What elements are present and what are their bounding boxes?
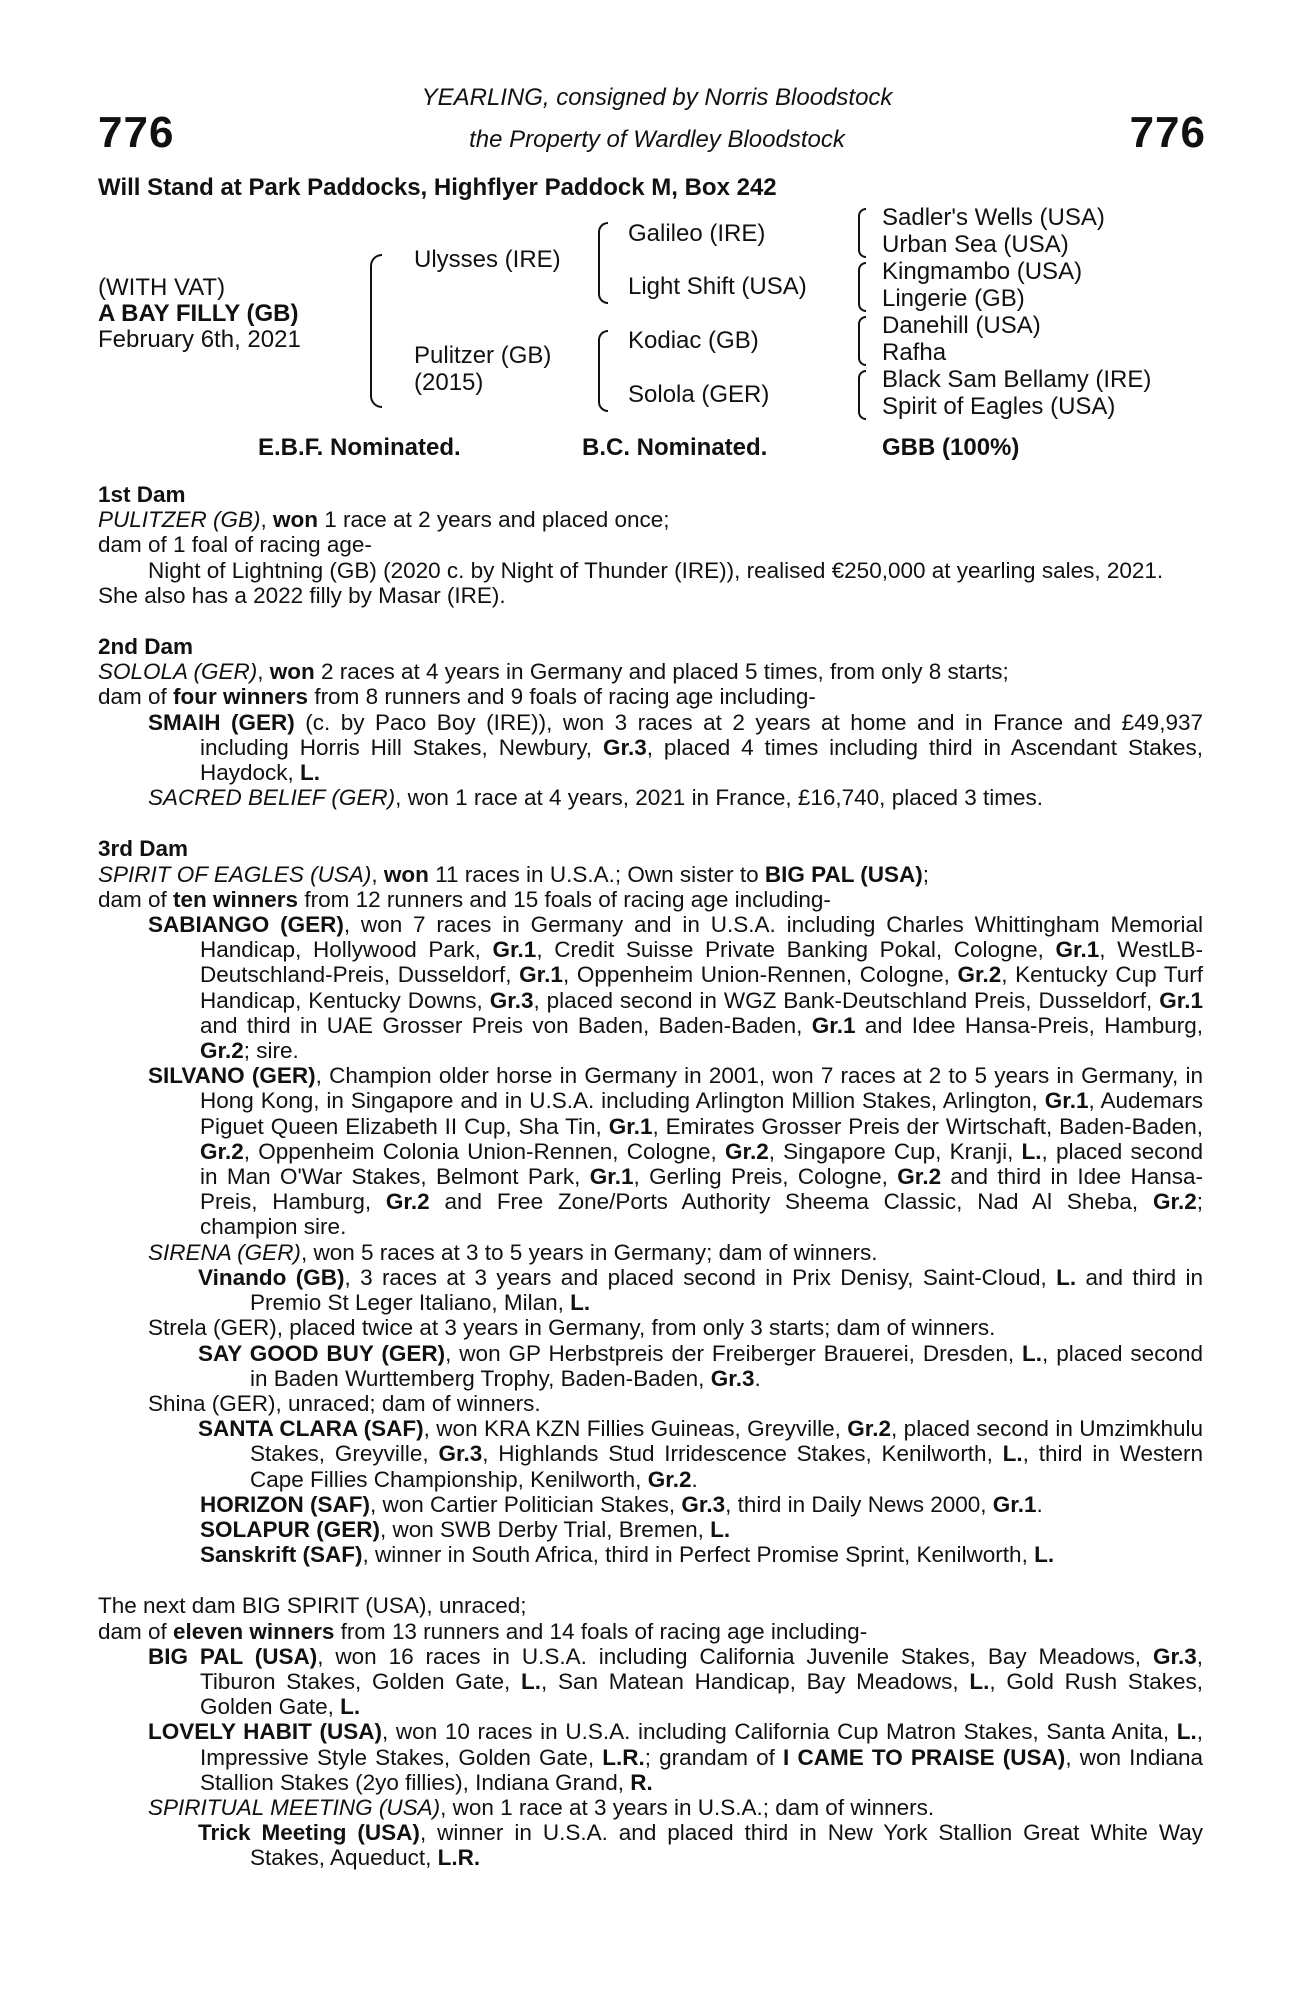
produce-record — [98, 482, 1203, 1871]
lot-number-left: 776 — [98, 108, 175, 157]
pedigree-brace-main — [370, 254, 382, 408]
g4-ancestor-3: Kingmambo (USA) — [882, 258, 1083, 285]
second-dam-paragraph: SOLOLA (GER), won 2 races at 4 years in Germany and placed 5 times, from only 8 starts; dam of four winners from 8 runners and 9 foals of racing age including- SMAIH (GER) (c. by Paco Boy (IRE)), won 3 races at 2 years at home and in France and £49,937 including Horris Hill Stakes, Newbury, Gr.3, placed 4 times including third in Ascendant Stakes, Haydock, L. SACRED BELIEF (GER), won 1 race at 4 years, 2021 in France, £16,740, placed 3 times. — [98, 659, 1203, 811]
vat-note: (WITH VAT) — [98, 274, 226, 301]
bc-nomination: B.C. Nominated. — [582, 434, 768, 461]
pedigree-brace-g4-3 — [858, 316, 866, 366]
g4-ancestor-5: Danehill (USA) — [882, 312, 1041, 339]
next-dam-paragraph: The next dam BIG SPIRIT (USA), unraced; dam of eleven winners from 13 runners and 14 foals of racing age including- BIG PAL (USA), won 16 races in U.S.A. including California Juvenile Stakes, Bay Meadows, Gr.3, Tiburon Stakes, Golden Gate, L., San Matean Handicap, Bay Meadows, L., Gold Rush Stakes, Golden Gate, L. LOVELY HABIT (USA), won 10 races in U.S.A. including California Cup Matron Stakes, Santa Anita, L., Impressive Style Stakes, Golden Gate, L.R.; grandam of I CAME TO PRAISE (USA), won Indiana Stallion Stakes (2yo fillies), Indiana Grand, R. SPIRITUAL MEETING (USA), won 1 race at 3 years in U.S.A.; dam of winners. Trick Meeting (USA), winner in U.S.A. and placed third in New York Stallion Great White Way Stakes, Aqueduct, L.R. — [98, 1593, 1204, 1871]
gbb-status: GBB (100%) — [882, 434, 1020, 461]
second-dam-heading: 2nd Dam — [98, 634, 194, 660]
stand-location: Will Stand at Park Paddocks, Highflyer Paddock M, Box 242 — [98, 174, 777, 201]
pedigree-brace-g4-1 — [858, 208, 866, 258]
lot-number-right: 776 — [1129, 108, 1206, 157]
pedigree-brace-sire — [598, 222, 608, 304]
sire-dam: Light Shift (USA) — [628, 273, 807, 300]
g4-ancestor-7: Black Sam Bellamy (IRE) — [882, 366, 1152, 393]
consignor-line: YEARLING, consigned by Norris Bloodstock — [421, 84, 893, 111]
dam-dam: Solola (GER) — [628, 381, 770, 408]
pedigree-brace-g4-2 — [858, 262, 866, 312]
g4-ancestor-2: Urban Sea (USA) — [882, 231, 1069, 258]
property-line: the Property of Wardley Bloodstock — [469, 126, 845, 153]
pedigree-brace-dam — [598, 330, 608, 412]
pedigree-brace-g4-4 — [858, 370, 866, 420]
horse-description: A BAY FILLY (GB) — [98, 300, 299, 327]
foaling-date: February 6th, 2021 — [98, 326, 301, 353]
third-dam-paragraph: SPIRIT OF EAGLES (USA), won 11 races in U.S.A.; Own sister to BIG PAL (USA); dam of ten winners from 12 runners and 15 foals of racing age including- SABIANGO (GER), won 7 races in Germany and in U.S.A. including Charles Whittingham Memorial Handicap, Hollywood Park, Gr.1, Credit Suisse Private Banking Pokal, Cologne, Gr.1, WestLB-Deutschland-Preis, Dusseldorf, Gr.1, Oppenheim Union-Rennen, Cologne, Gr.2, Kentucky Cup Turf Handicap, Kentucky Downs, Gr.3, placed second in WGZ Bank-Deutschland Preis, Dusseldorf, Gr.1 and third in UAE Grosser Preis von Baden, Baden-Baden, Gr.1 and Idee Hansa-Preis, Hamburg, Gr.2; sire. SILVANO (GER), Champion older horse in Germany in 2001, won 7 races at 2 to 5 years in Germany, in Hong Kong, in Singapore and in U.S.A. including Arlington Million Stakes, Arlington, Gr.1, Audemars Piguet Queen Elizabeth II Cup, Sha Tin, Gr.1, Emirates Grosser Preis der Wirtschaft, Baden-Baden, Gr.2, Oppenheim Colonia Union-Rennen, Cologne, Gr.2, Singapore Cup, Kranji, L., placed second in Man O'War Stakes, Belmont Park, Gr.1, Gerling Preis, Cologne, Gr.2 and third in Idee Hansa-Preis, Hamburg, Gr.2 and Free Zone/Ports Authority Sheema Classic, Nad Al Sheba, Gr.2; champion sire. SIRENA (GER), won 5 races at 3 to 5 years in Germany; dam of winners. Vinando (GB), 3 races at 3 years and placed second in Prix Denisy, Saint-Cloud, L. and third in Premio St Leger Italiano, Milan, L. Strela (GER), placed twice at 3 years in Germany, from only 3 starts; dam of winners. SAY GOOD BUY (GER), won GP Herbstpreis der Freiberger Brauerei, Dresden, L., placed second in Baden Wurttemberg Trophy, Baden-Baden, Gr.3. Shina (GER), unraced; dam of winners. SANTA CLARA (SAF), won KRA KZN Fillies Guineas, Greyville, Gr.2, placed second in Umzimkhulu Stakes, Greyville, Gr.3, Highlands Stud Irridescence Stakes, Kenilworth, L., third in Western Cape Fillies Championship, Kenilworth, Gr.2. HORIZON (SAF), won Cartier Politician Stakes, Gr.3, third in Daily News 2000, Gr.1. SOLAPUR (GER), won SWB Derby Trial, Bremen, L. Sanskrift (SAF), winner in South Africa, third in Perfect Promise Sprint, Kenilworth, L. — [98, 861, 1204, 1568]
dam-year: (2015) — [414, 369, 484, 396]
first-dam-paragraph: PULITZER (GB), won 1 race at 2 years and placed once; dam of 1 foal of racing age- Night of Lightning (GB) (2020 c. by Night of Thunder (IRE)), realised €250,000 at yearling sales, 2021. She also has a 2022 filly by Masar (IRE). — [98, 507, 1164, 608]
g4-ancestor-4: Lingerie (GB) — [882, 285, 1025, 312]
first-dam-heading: 1st Dam — [98, 482, 186, 507]
g4-ancestor-6: Rafha — [882, 339, 947, 366]
sire-sire: Galileo (IRE) — [628, 220, 766, 247]
dam-sire: Kodiac (GB) — [628, 327, 759, 354]
g4-ancestor-1: Sadler's Wells (USA) — [882, 204, 1105, 231]
sire-name: Ulysses (IRE) — [414, 246, 561, 273]
g4-ancestor-8: Spirit of Eagles (USA) — [882, 393, 1116, 420]
ebf-nomination: E.B.F. Nominated. — [258, 434, 461, 461]
dam-name: Pulitzer (GB) — [414, 342, 552, 369]
third-dam-heading: 3rd Dam — [98, 836, 189, 862]
